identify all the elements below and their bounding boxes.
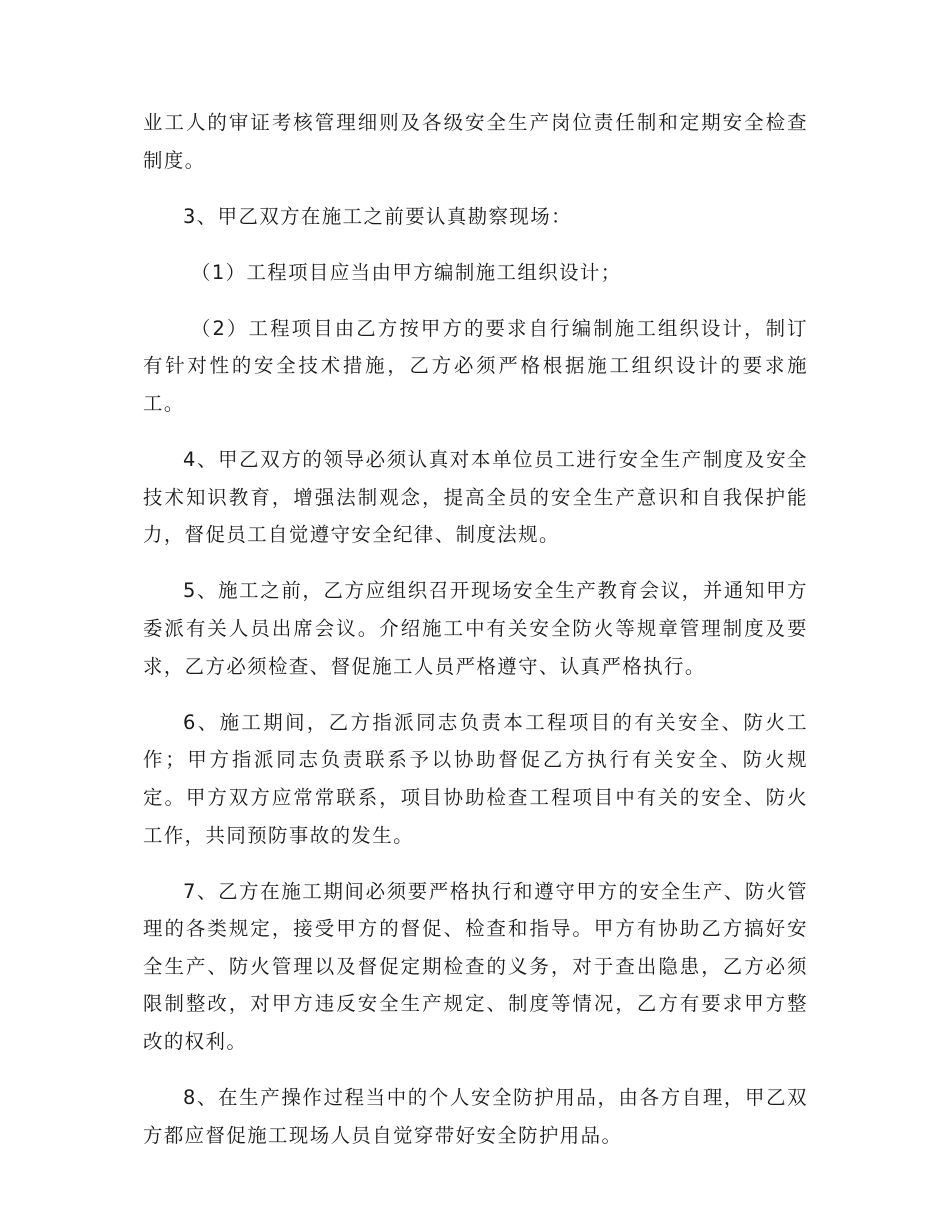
paragraph-item-7: 7、乙方在施工期间必须要严格执行和遵守甲方的安全生产、防火管理的各类规定，接受甲方的督促、检查和指导。甲方有协助乙方搞好安全生产、防火管理以及督促定期检查的义务，对于查出隐患，乙方必须限制整改，对甲方违反安全生产规定、制度等情况，乙方有要求甲方整改的权利。 [143,879,808,1053]
document-page [143,104,808,1173]
paragraph-item-8: 8、在生产操作过程当中的个人安全防护用品，由各方自理，甲乙双方都应督促施工现场人员自觉穿带好安全防护用品。 [143,1086,808,1147]
paragraph-continuation: 业工人的审证考核管理细则及各级安全生产岗位责任制和定期安全检查制度。 [143,111,808,172]
paragraph-item-3-1: （1）工程项目应当由甲方编制施工组织设计； [191,260,622,284]
paragraph-item-3: 3、甲乙双方在施工之前要认真勘察现场： [183,204,572,228]
paragraph-item-6: 6、施工期间，乙方指派同志负责本工程项目的有关安全、防火工作；甲方指派同志负责联系予以协助督促乙方执行有关安全、防火规定。甲方双方应常常联系，项目协助检查工程项目中有关的安全、防火工作，共同预防事故的发生。 [143,710,808,847]
paragraph-item-5: 5、施工之前，乙方应组织召开现场安全生产教育会议，并通知甲方委派有关人员出席会议。介绍施工中有关安全防火等规章管理制度及要求，乙方必须检查、督促施工人员严格遵守、认真严格执行。 [143,579,808,678]
paragraph-item-4: 4、甲乙双方的领导必须认真对本单位员工进行安全生产制度及安全技术知识教育，增强法制观念，提高全员的安全生产意识和自我保护能力，督促员工自觉遵守安全纪律、制度法规。 [143,448,808,547]
paragraph-item-3-2: （2）工程项目由乙方按甲方的要求自行编制施工组织设计，制订有针对性的安全技术措施，乙方必须严格根据施工组织设计的要求施工。 [143,316,808,416]
